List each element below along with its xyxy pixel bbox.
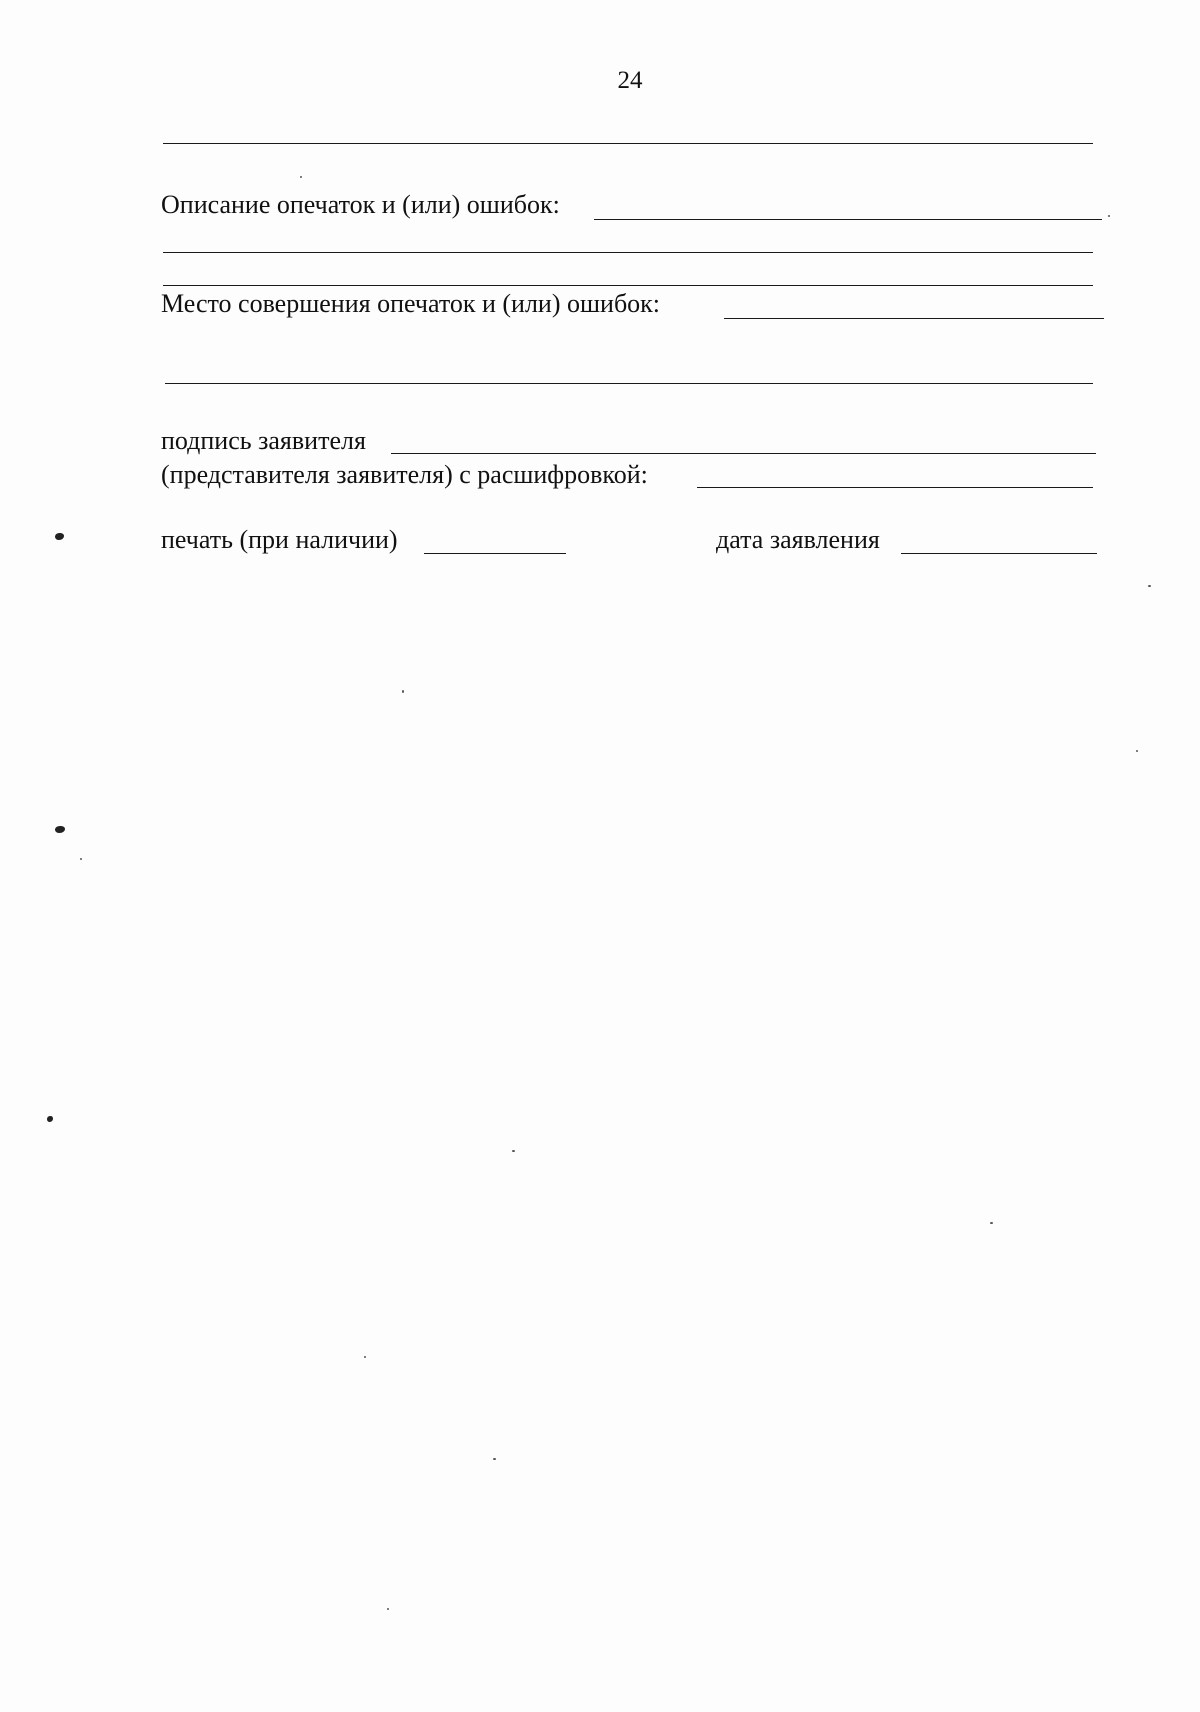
- scan-speck: [1108, 215, 1110, 217]
- page-number: 24: [617, 67, 643, 94]
- scan-speck: [1136, 750, 1138, 752]
- description-blank-line-2[interactable]: [163, 252, 1093, 253]
- location-label: Место совершения опечаток и (или) ошибок:: [161, 289, 661, 318]
- scan-speck: [402, 690, 404, 693]
- scan-artifact: [55, 826, 65, 833]
- location-blank-line-2[interactable]: [165, 383, 1093, 384]
- location-blank-line[interactable]: [724, 318, 1104, 319]
- scan-speck: [512, 1150, 515, 1152]
- description-blank-line[interactable]: [594, 219, 1102, 220]
- signature-label: подпись заявителя: [161, 426, 366, 455]
- scan-speck: [80, 858, 82, 860]
- scan-speck: [493, 1458, 496, 1460]
- scan-speck: [364, 1356, 366, 1358]
- scan-artifact: [47, 1116, 53, 1122]
- date-label: дата заявления: [716, 525, 880, 554]
- scan-speck: [300, 176, 302, 178]
- seal-blank-line[interactable]: [424, 553, 566, 554]
- date-blank-line[interactable]: [901, 553, 1097, 554]
- description-label: Описание опечаток и (или) ошибок:: [161, 190, 560, 219]
- scan-speck: [990, 1222, 993, 1224]
- scan-speck: [387, 1608, 389, 1610]
- scan-speck: [1148, 585, 1151, 587]
- description-blank-line-3[interactable]: [163, 285, 1093, 286]
- seal-label: печать (при наличии): [161, 525, 398, 554]
- scan-artifact: [55, 533, 64, 540]
- signature-blank-line[interactable]: [391, 453, 1096, 454]
- signature-decoding-label: (представителя заявителя) с расшифровкой:: [161, 460, 648, 489]
- blank-line-top: [163, 143, 1093, 144]
- signature-decoding-blank-line[interactable]: [697, 487, 1093, 488]
